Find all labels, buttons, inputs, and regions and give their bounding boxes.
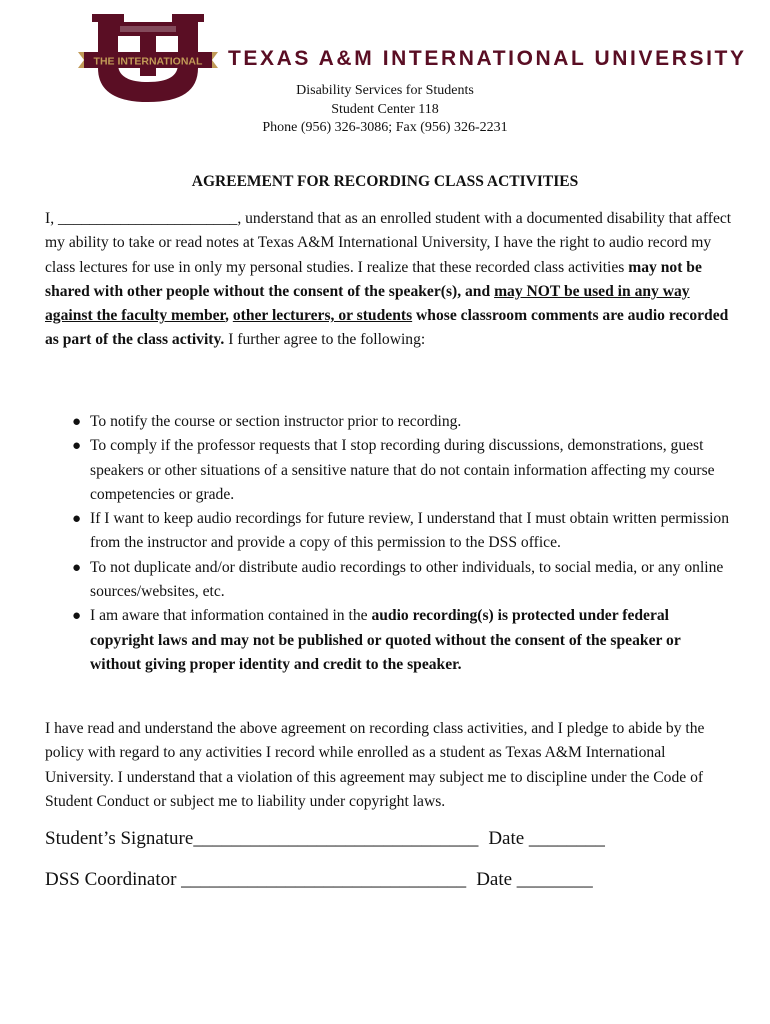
office-name: Disability Services for Students [296, 83, 474, 98]
list-item: ● I am aware that information contained in the audio recording(s) is protected under federal copyright laws and may not be published or quoted without the consent of the speaker or without giving proper identity and credit to the speaker. [45, 604, 735, 677]
dss-coordinator-field[interactable]: DSS Coordinator ______________________________ [45, 869, 467, 890]
student-signature-field[interactable]: ______________________________ [193, 828, 479, 849]
student-date-field[interactable]: Date ________ [488, 828, 605, 849]
university-name: TEXAS A&M INTERNATIONAL UNIVERSITY [228, 47, 747, 70]
office-info [0, 82, 770, 138]
bullet-icon: ● [72, 414, 82, 430]
dss-date-field[interactable]: Date ________ [476, 869, 593, 890]
bullet-icon: ● [72, 608, 82, 625]
agreement-paragraph: I, _______________________, understand that as an enrolled student with a documented disability that affect my ability to take or read notes at Texas A&M International University, I have the right to audio record my class lectures for use in only my personal studies. I realize that these recorded class activities may not be shared with other people without the consent of the speaker(s), and may NOT be used in any way against the faculty member, other lecturers, or students whose classroom comments are audio recorded as part of the class activity. I further agree to the following: [45, 210, 732, 349]
dss-coordinator-line [45, 869, 735, 891]
student-signature-line: Student’s Signature______________________________ Date ________ [45, 828, 605, 849]
list-item: ● If I want to keep audio recordings for future review, I understand that I must obtain written permission from the instructor and provide a copy of this permission to the DSS office. [45, 507, 735, 556]
document-title: AGREEMENT FOR RECORDING CLASS ACTIVITIES [191, 173, 579, 190]
bullet-icon: ● [72, 438, 82, 455]
pledge-paragraph: I have read and understand the above agreement on recording class activities, and I pledge to abide by the policy with regard to any activities I record while enrolled as a student as Texas A&M International University. I understand that a violation of this agreement may subject me to discipline under the Code of Student Conduct or subject me to liability under copyright laws. [45, 720, 705, 810]
logo-banner-text: THE INTERNATIONAL [93, 55, 203, 68]
list-item: ● To comply if the professor requests that I stop recording during discussions, demonstrations, guest speakers or other situations of a sensitive nature that do not contain information affecting my course competencies or grade. [45, 434, 735, 507]
bullet-icon: ● [72, 559, 82, 576]
bullet-icon: ● [72, 511, 82, 528]
office-phone-fax: Phone (956) 326-3086; Fax (956) 326-2231 [262, 120, 508, 135]
office-location: Student Center 118 [331, 101, 439, 117]
agreement-terms-list [45, 410, 735, 677]
list-item: ● To not duplicate and/or distribute audio recordings to other individuals, to social media, or any online sources/websites, etc. [45, 556, 735, 605]
list-item: ● To notify the course or section instructor prior to recording. [45, 410, 735, 434]
